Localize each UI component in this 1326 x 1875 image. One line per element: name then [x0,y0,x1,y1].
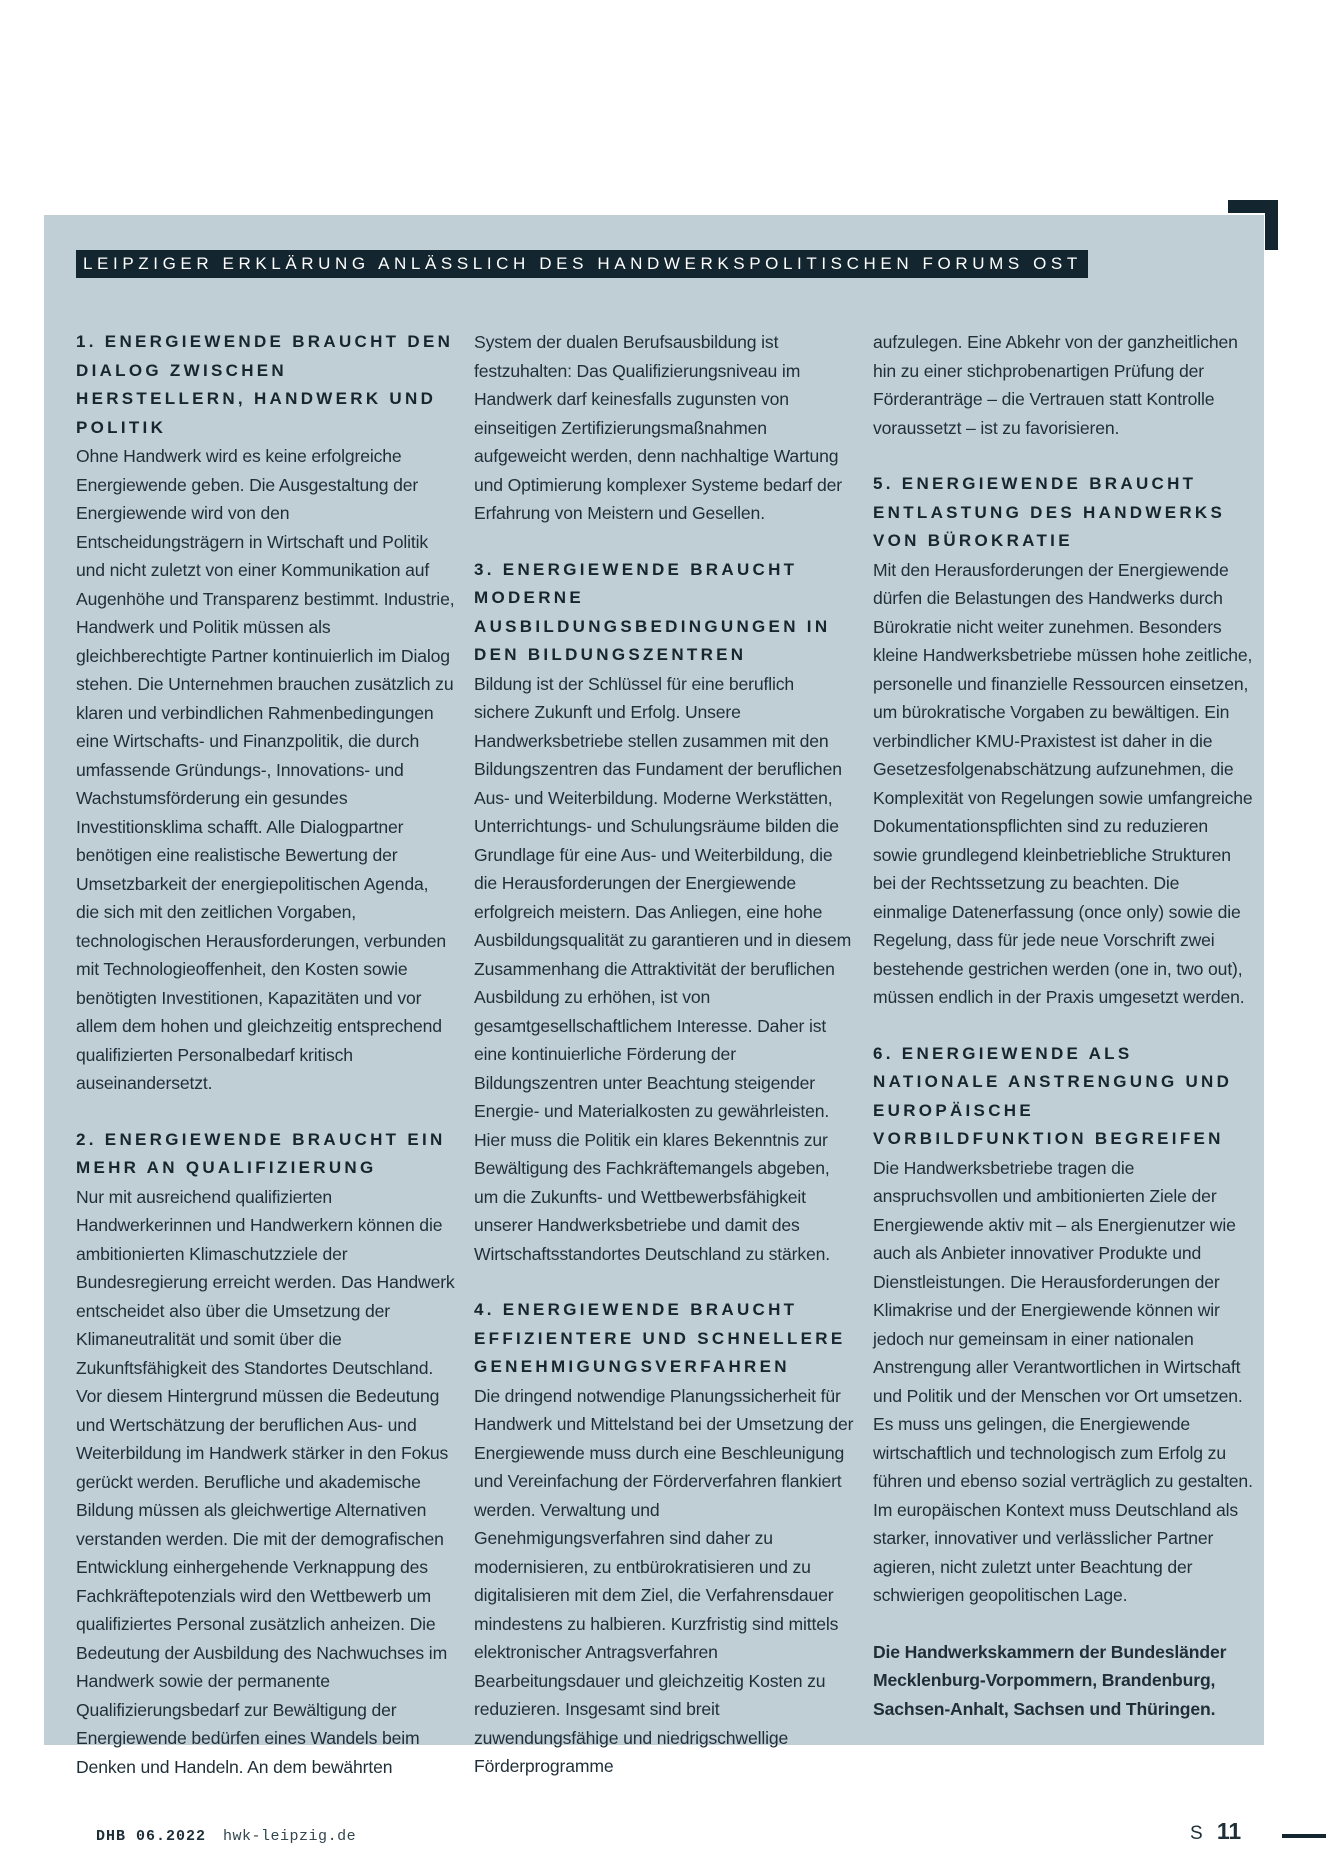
column-3 [873,328,1253,1723]
page-number [1190,1818,1241,1845]
section-4-continuation: aufzulegen. Eine Abkehr von der ganzheitlichen hin zu einer stichprobenartigen Prüfung der Förderanträge – die Vertrauen statt Kontrolle voraussetzt – ist zu favorisieren. [873,332,1238,438]
section-1-heading: 1. ENERGIEWENDE BRAUCHT DEN DIALOG ZWISCHEN HERSTELLERN, HANDWERK UND POLITIK [76,332,454,437]
section-3-heading: 3. ENERGIEWENDE BRAUCHT MODERNE AUSBILDUNGSBEDINGUNGEN IN DEN BILDUNGSZENTREN [474,559,831,664]
section-2-continuation: System der dualen Berufsausbildung ist festzuhalten: Das Qualifizierungsniveau im Handwerk darf keinesfalls zugunsten von einseitigen Zertifizierungsmaßnahmen aufgeweicht werden, denn nachhaltige Wartung und Optimierung komplexer Systeme bedarf der Erfahrung von Meistern und Gesellen. [474,332,842,523]
section-4-body: Die dringend notwendige Planungssicherheit für Handwerk und Mittelstand bei der Umsetzung der Energiewende muss durch eine Beschleunigung und Vereinfachung der Förderverfahren flankiert werden. Verwaltung und Genehmigungsverfahren sind daher zu modernisieren, zu entbürokratisieren und zu digitalisieren mit dem Ziel, die Verfahrensdauer mindestens zu halbieren. Kurzfristig sind mittels elektronischer Antragsverfahren Bearbeitungsdauer und gleichzeitig Kosten zu reduzieren. Insgesamt sind breit zuwendungsfähige und niedrigschwellige Förderprogramme [474,1385,854,1776]
section-2-heading: 2. ENERGIEWENDE BRAUCHT EIN MEHR AN QUALIFIZIERUNG [76,1129,446,1177]
footer-publication [96,1828,356,1845]
page-number-value: 11 [1216,1818,1242,1844]
section-5-heading: 5. ENERGIEWENDE BRAUCHT ENTLASTUNG DES HANDWERKS VON BÜROKRATIE [873,474,1226,550]
website-url: hwk-leipzig.de [223,1828,357,1845]
signature: Die Handwerkskammern der Bundesländer Mecklenburg-Vorpommern, Brandenburg, Sachsen-Anhalt, Sachsen und Thüringen. [873,1641,1227,1719]
column-1 [76,328,456,1781]
declaration-banner: LEIPZIGER ERKLÄRUNG ANLÄSSLICH DES HANDWERKSPOLITISCHEN FORUMS OST [76,250,1088,278]
section-6-body: Die Handwerksbetriebe tragen die anspruchsvollen und ambitionierten Ziele der Energiewende aktiv mit – als Energienutzer wie auch als Anbieter innovativer Produkte und Dienstleistungen. Die Herausforderungen der Klimakrise und der Energiewende können wir jedoch nur gemeinsam in einer nationalen Anstrengung aller Verantwortlichen in Wirtschaft und Politik und der Menschen vor Ort umsetzen. Es muss uns gelingen, die Energiewende wirtschaftlich und technologisch zum Erfolg zu führen und ebenso sozial verträglich zu gestalten. Im europäischen Kontext muss Deutschland als starker, innovativer und verlässlicher Partner agieren, nicht zuletzt unter Beachtung der schwierigen geopolitischen Lage. [873,1157,1253,1605]
section-4-heading: 4. ENERGIEWENDE BRAUCHT EFFIZIENTERE UND SCHNELLERE GENEHMIGUNGSVERFAHREN [474,1300,846,1376]
column-2 [474,328,854,1781]
section-3-body: Bildung ist der Schlüssel für eine beruflich sichere Zukunft und Erfolg. Unsere Handwerksbetriebe stellen zusammen mit den Bildungszentren das Fundament der beruflichen Aus- und Weiterbildung. Moderne Werkstätten, Unterrichtungs- und Schulungsräume bilden die Grundlage für eine Aus- und Weiterbildung, die die Herausforderungen der Energiewende erfolgreich meistern. Das Anliegen, eine hohe Ausbildungsqualität zu garantieren und in diesem Zusammenhang die Attraktivität der beruflichen Ausbildung zu erhöhen, ist von gesamtgesellschaftlichem Interesse. Daher ist eine kontinuierliche Förderung der Bildungszentren unter Beachtung steigender Energie- und Materialkosten zu gewährleisten. Hier muss die Politik ein klares Bekenntnis zur Bewältigung des Fachkräftemangels abgeben, um die Zukunfts- und Wettbewerbsfähigkeit unserer Handwerksbetriebe und damit des Wirtschaftsstandortes Deutschland zu stärken. [474,673,852,1264]
section-1-body: Ohne Handwerk wird es keine erfolgreiche Energiewende geben. Die Ausgestaltung der Energiewende wird von den Entscheidungsträgern in Wirtschaft und Politik und nicht zuletzt von einer Kommunikation auf Augenhöhe und Transparenz bestimmt. Industrie, Handwerk und Politik müssen als gleichberechtigte Partner kontinuierlich im Dialog stehen. Die Unternehmen brauchen zusätzlich zu klaren und verbindlichen Rahmenbedingungen eine Wirtschafts- und Finanzpolitik, die durch umfassende Gründungs-, Innovations- und Wachstumsförderung ein gesundes Investitionsklima schafft. Alle Dialogpartner benötigen eine realistische Bewertung der Umsetzbarkeit der energiepolitischen Agenda, die sich mit den zeitlichen Vorgaben, technologischen Herausforderungen, verbunden mit Technologieoffenheit, den Kosten sowie benötigten Investitionen, Kapazitäten und vor allem dem hohen und gleichzeitig entsprechend qualifizierten Personalbedarf kritisch auseinandersetzt. [76,446,455,1093]
magazine-issue: DHB 06.2022 [96,1828,207,1845]
section-5-body: Mit den Herausforderungen der Energiewende dürfen die Belastungen des Handwerks durch Bürokratie nicht weiter zunehmen. Besonders kleine Handwerksbetriebe müssen hohe zeitliche, personelle und finanzielle Ressourcen einsetzen, um bürokratische Vorgaben zu bewältigen. Ein verbindlicher KMU-Praxistest ist daher in die Gesetzesfolgenabschätzung aufzunehmen, die Komplexität von Regelungen sowie umfangreiche Dokumentationspflichten sind zu reduzieren sowie grundlegend kleinbetriebliche Strukturen bei der Rechtssetzung zu beachten. Die einmalige Datenerfassung (once only) sowie die Regelung, dass für jede neue Vorschrift zwei bestehende gestrichen werden (one in, two out), müssen endlich in der Praxis umgesetzt werden. [873,559,1253,1007]
section-6-heading: 6. ENERGIEWENDE ALS NATIONALE ANSTRENGUNG UND EUROPÄISCHE VORBILDFUNKTION BEGREIFEN [873,1043,1233,1148]
footer-rule-decoration [1282,1834,1326,1838]
page-prefix: S [1190,1823,1203,1844]
section-2-body: Nur mit ausreichend qualifizierten Handwerkerinnen und Handwerkern können die ambitionierten Klimaschutzziele der Bundesregierung erreicht werden. Das Handwerk entscheidet also über die Umsetzung der Klimaneutralität und somit über die Zukunftsfähigkeit des Standortes Deutschland. Vor diesem Hintergrund müssen die Bedeutung und Wertschätzung der beruflichen Aus- und Weiterbildung im Handwerk stärker in den Fokus gerückt werden. Berufliche und akademische Bildung müssen als gleichwertige Alternativen verstanden werden. Die mit der demografischen Entwicklung einhergehende Verknappung des Fachkräftepotenzials wird den Wettbewerb um qualifiziertes Personal zusätzlich anheizen. Die Bedeutung der Ausbildung des Nachwuchses im Handwerk sowie der permanente Qualifizierungsbedarf zur Bewältigung der Energiewende bedürfen eines Wandels beim Denken und Handeln. An dem bewährten [76,1186,455,1777]
